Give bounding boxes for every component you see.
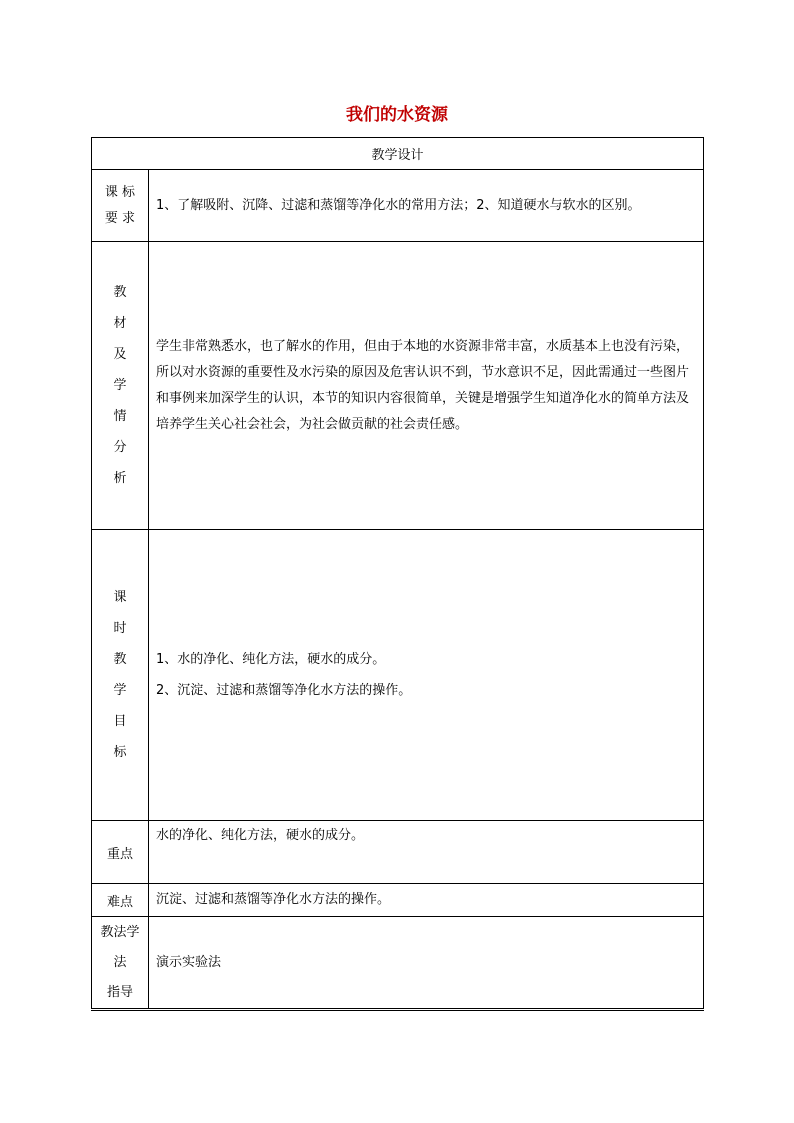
document-title: 我们的水资源: [346, 105, 448, 125]
label-line: 材: [113, 316, 127, 331]
content-paragraph: 水的净化、纯化方法，硬水的成分。: [156, 828, 365, 843]
label-line: 教法学: [100, 924, 140, 940]
label-line: 课 标: [104, 184, 136, 200]
label-line: 情: [113, 409, 127, 424]
table-row-material-analysis: [92, 242, 704, 530]
row-content-key-points: [149, 821, 704, 884]
row-content-material-analysis: [149, 242, 704, 530]
row-content-curriculum-requirements: [149, 170, 704, 242]
row-content-lesson-objectives: [149, 530, 704, 821]
row-label-difficulties: [92, 884, 149, 917]
label-line: 及: [113, 347, 127, 362]
content-paragraph: 演示实验法: [156, 954, 222, 970]
row-label-material-analysis: [92, 242, 149, 530]
label-line: 指导: [106, 984, 133, 1000]
content-paragraph: 学生非常熟悉水，也了解水的作用，但由于本地的水资源非常丰富，水质基本上也没有污染，所以对水资源的重要性及水污染的原因及危害认识不到，节水意识不足，因此需通过一些图片和事例来加深学生的认识，本节的知识内容很简单，关键是增强学生知道净化水的简单方法及培养学生关心社会社会，为社会做贡献的社会责任感。: [156, 338, 690, 432]
content-paragraph: 2、沉淀、过滤和蒸馏等净化水方法的操作。: [156, 683, 412, 698]
content-paragraph: 1、水的净化、纯化方法，硬水的成分。: [156, 652, 386, 667]
table-row-key-points: [92, 821, 704, 884]
table-row-teaching-methods: [92, 917, 704, 1010]
label-line: 课: [113, 590, 127, 605]
label-line: 学: [113, 378, 127, 393]
table-row-difficulties: [92, 884, 704, 917]
label-line: 标: [113, 745, 127, 760]
row-label-lesson-objectives: [92, 530, 149, 821]
table-header-cell: 教学设计: [92, 138, 704, 170]
label-line: 析: [113, 471, 127, 486]
table-row-lesson-objectives: [92, 530, 704, 821]
label-line: 法: [113, 954, 127, 970]
label-line: 要 求: [104, 210, 136, 226]
label-line: 时: [113, 621, 127, 636]
content-paragraph: 1、了解吸附、沉降、过滤和蒸馏等净化水的常用方法；2、知道硬水与软水的区别。: [156, 197, 641, 213]
row-content-teaching-methods: [149, 917, 704, 1010]
row-content-difficulties: [149, 884, 704, 917]
row-label-key-points: [92, 821, 149, 884]
label-line: 目: [113, 714, 127, 729]
label-line: 教: [113, 652, 127, 667]
table-header-row: [92, 138, 704, 170]
label-line: 教: [113, 285, 127, 300]
label-line: 重点: [106, 846, 133, 862]
lesson-plan-table: [91, 137, 704, 1011]
label-line: 学: [113, 683, 127, 698]
table-row-curriculum-requirements: [92, 170, 704, 242]
row-label-teaching-methods: [92, 917, 149, 1010]
label-line: 分: [113, 440, 127, 455]
content-paragraph: 沉淀、过滤和蒸馏等净化水方法的操作。: [156, 892, 391, 907]
label-line: 难点: [106, 894, 133, 910]
row-label-curriculum-requirements: [92, 170, 149, 242]
